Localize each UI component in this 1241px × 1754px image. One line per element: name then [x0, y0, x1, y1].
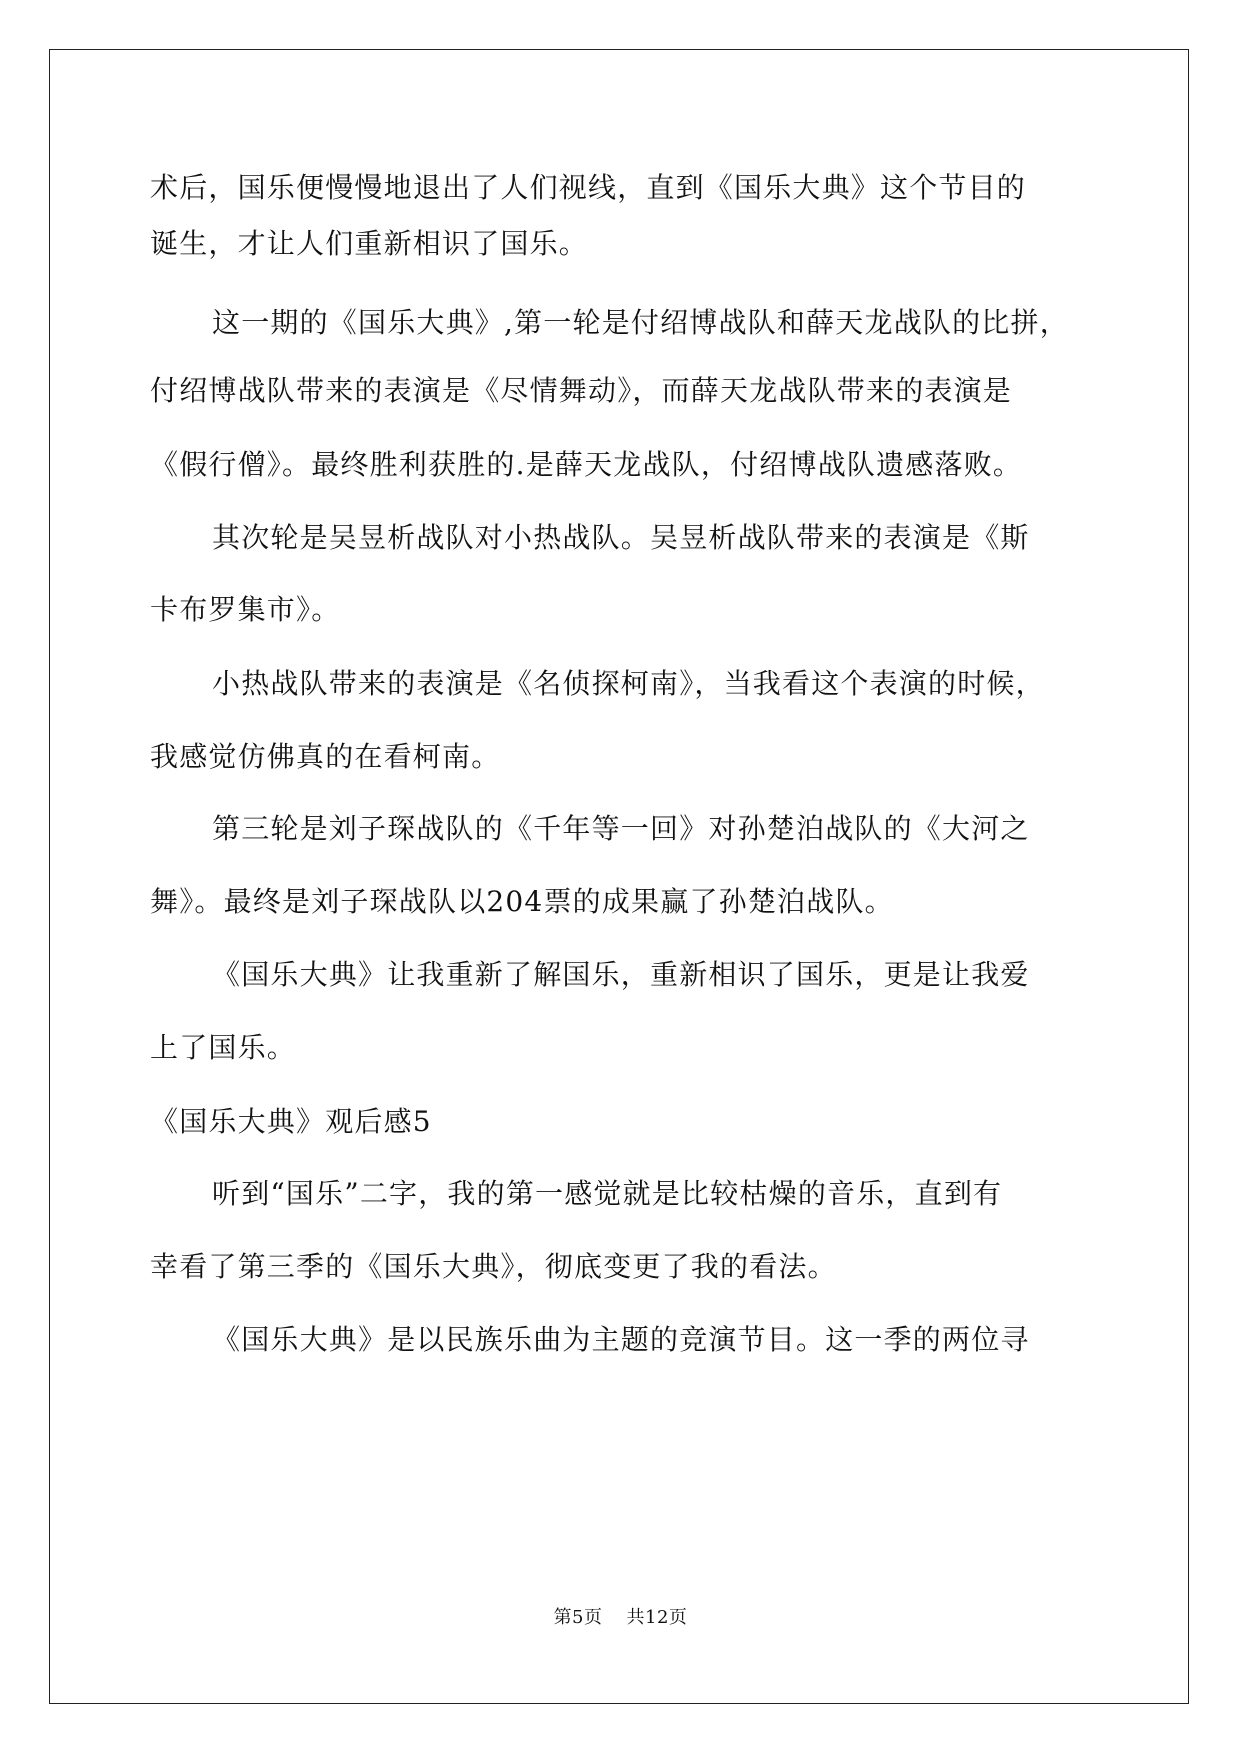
page-footer — [0, 1606, 1241, 1630]
section-heading: 《国乐大典》观后感5 — [150, 1105, 432, 1138]
paragraph-line: 上了国乐。 — [150, 1031, 297, 1064]
paragraph-line: 这一期的《国乐大典》,第一轮是付绍博战队和薛天龙战队的比拼， — [212, 306, 1069, 339]
paragraph-line: 《国乐大典》是以民族乐曲为主题的竞演节目。这一季的两位寻 — [212, 1323, 1030, 1356]
paragraph-line: 我感觉仿佛真的在看柯南。 — [150, 740, 501, 773]
paragraph-line: 小热战队带来的表演是《名侦探柯南》，当我看这个表演的时候， — [212, 667, 1045, 700]
paragraph-line: 术后，国乐便慢慢地退出了人们视线，直到《国乐大典》这个节目的 — [150, 171, 1027, 204]
page-number: 第5页 — [553, 1607, 603, 1628]
paragraph-line: 付绍博战队带来的表演是《尽情舞动》，而薛天龙战队带来的表演是 — [150, 374, 1013, 407]
paragraph-line: 诞生，才让人们重新相识了国乐。 — [150, 227, 589, 260]
page-border — [49, 49, 1189, 1704]
paragraph-line: 舞》。最终是刘子琛战队以204票的成果赢了孙楚泊战队。 — [150, 885, 894, 918]
paragraph-line: 其次轮是吴昱析战队对小热战队。吴昱析战队带来的表演是《斯 — [212, 521, 1030, 554]
paragraph-line: 卡布罗集市》。 — [150, 593, 341, 626]
paragraph-line: 听到“国乐”二字，我的第一感觉就是比较枯燥的音乐，直到有 — [212, 1177, 1003, 1210]
paragraph-line: 《国乐大典》让我重新了解国乐，重新相识了国乐，更是让我爱 — [212, 958, 1030, 991]
paragraph-line: 第三轮是刘子琛战队的《千年等一回》对孙楚泊战队的《大河之 — [212, 812, 1030, 845]
paragraph-line: 《假行僧》。最终胜利获胜的.是薛天龙战队，付绍博战队遗感落败。 — [150, 448, 1023, 481]
page-total: 共12页 — [626, 1607, 688, 1628]
paragraph-line: 幸看了第三季的《国乐大典》，彻底变更了我的看法。 — [150, 1250, 837, 1283]
